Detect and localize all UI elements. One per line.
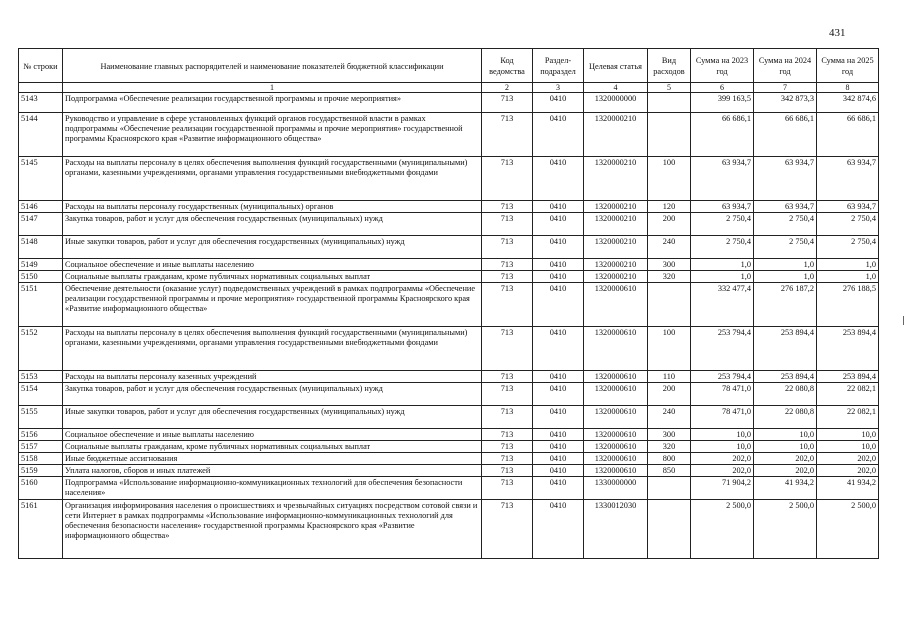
row-number-cell: 5153 bbox=[19, 371, 63, 383]
name-cell: Закупка товаров, работ и услуг для обеспечения государственных (муниципальных) нужд bbox=[63, 213, 482, 236]
expense-type-cell: 200 bbox=[648, 213, 691, 236]
target-item-cell: 1320000610 bbox=[584, 429, 648, 441]
name-cell: Социальное обеспечение и иные выплаты населению bbox=[63, 429, 482, 441]
table-row bbox=[19, 327, 879, 371]
sum-2025-cell: 2 750,4 bbox=[817, 236, 879, 259]
sum-2023-cell: 71 904,2 bbox=[691, 477, 754, 500]
sum-2023-cell: 10,0 bbox=[691, 441, 754, 453]
sum-2025-cell: 63 934,7 bbox=[817, 157, 879, 201]
section-cell: 0410 bbox=[533, 371, 584, 383]
header-section: Раздел-подраздел bbox=[533, 49, 584, 83]
table-row bbox=[19, 383, 879, 406]
table-row bbox=[19, 93, 879, 113]
target-item-cell: 1320000210 bbox=[584, 271, 648, 283]
target-item-cell: 1320000610 bbox=[584, 465, 648, 477]
sum-2023-cell: 10,0 bbox=[691, 429, 754, 441]
expense-type-cell bbox=[648, 477, 691, 500]
sum-2023-cell: 332 477,4 bbox=[691, 283, 754, 327]
agency-code-cell: 713 bbox=[482, 93, 533, 113]
sum-2023-cell: 253 794,4 bbox=[691, 371, 754, 383]
column-number-row bbox=[19, 83, 879, 93]
header-sum-2025: Сумма на 2025 год bbox=[817, 49, 879, 83]
sum-2025-cell: 276 188,5 bbox=[817, 283, 879, 327]
expense-type-cell bbox=[648, 113, 691, 157]
sum-2024-cell: 1,0 bbox=[754, 259, 817, 271]
name-cell: Подпрограмма «Использование информационно-коммуникационных технологий для обеспечения безопасности населения» bbox=[63, 477, 482, 500]
sum-2024-cell: 342 873,3 bbox=[754, 93, 817, 113]
header-row bbox=[19, 49, 879, 83]
column-number: 1 bbox=[63, 83, 482, 93]
sum-2023-cell: 78 471,0 bbox=[691, 383, 754, 406]
table-row bbox=[19, 477, 879, 500]
sum-2024-cell: 66 686,1 bbox=[754, 113, 817, 157]
expense-type-cell bbox=[648, 93, 691, 113]
column-number: 7 bbox=[754, 83, 817, 93]
row-number-cell: 5159 bbox=[19, 465, 63, 477]
section-cell: 0410 bbox=[533, 429, 584, 441]
column-number: 2 bbox=[482, 83, 533, 93]
expense-type-cell: 800 bbox=[648, 453, 691, 465]
row-number-cell: 5148 bbox=[19, 236, 63, 259]
expense-type-cell bbox=[648, 500, 691, 559]
name-cell: Социальное обеспечение и иные выплаты населению bbox=[63, 259, 482, 271]
agency-code-cell: 713 bbox=[482, 157, 533, 201]
expense-type-cell bbox=[648, 283, 691, 327]
target-item-cell: 1320000210 bbox=[584, 157, 648, 201]
sum-2024-cell: 2 500,0 bbox=[754, 500, 817, 559]
row-number-cell: 5158 bbox=[19, 453, 63, 465]
target-item-cell: 1320000610 bbox=[584, 383, 648, 406]
row-number-cell: 5143 bbox=[19, 93, 63, 113]
row-number-cell: 5149 bbox=[19, 259, 63, 271]
sum-2024-cell: 22 080,8 bbox=[754, 383, 817, 406]
sum-2025-cell: 10,0 bbox=[817, 429, 879, 441]
sum-2025-cell: 22 082,1 bbox=[817, 383, 879, 406]
section-cell: 0410 bbox=[533, 259, 584, 271]
sum-2023-cell: 253 794,4 bbox=[691, 327, 754, 371]
expense-type-cell: 320 bbox=[648, 441, 691, 453]
name-cell: Иные бюджетные ассигнования bbox=[63, 453, 482, 465]
row-number-cell: 5151 bbox=[19, 283, 63, 327]
section-cell: 0410 bbox=[533, 157, 584, 201]
expense-type-cell: 850 bbox=[648, 465, 691, 477]
sum-2025-cell: 41 934,2 bbox=[817, 477, 879, 500]
sum-2024-cell: 10,0 bbox=[754, 441, 817, 453]
header-sum-2023: Сумма на 2023 год bbox=[691, 49, 754, 83]
target-item-cell: 1320000610 bbox=[584, 406, 648, 429]
sum-2023-cell: 2 500,0 bbox=[691, 500, 754, 559]
row-number-cell: 5160 bbox=[19, 477, 63, 500]
sum-2023-cell: 202,0 bbox=[691, 453, 754, 465]
section-cell: 0410 bbox=[533, 201, 584, 213]
sum-2024-cell: 22 080,8 bbox=[754, 406, 817, 429]
name-cell: Иные закупки товаров, работ и услуг для обеспечения государственных (муниципальных) нужд bbox=[63, 236, 482, 259]
sum-2024-cell: 63 934,7 bbox=[754, 157, 817, 201]
agency-code-cell: 713 bbox=[482, 383, 533, 406]
sum-2024-cell: 1,0 bbox=[754, 271, 817, 283]
table-row bbox=[19, 441, 879, 453]
agency-code-cell: 713 bbox=[482, 236, 533, 259]
section-cell: 0410 bbox=[533, 236, 584, 259]
section-cell: 0410 bbox=[533, 500, 584, 559]
name-cell: Расходы на выплаты персоналу в целях обеспечения выполнения функций государственными (муниципальными) органами, казенными учреждениями, органами управления государственными внебюджетными фондами bbox=[63, 327, 482, 371]
header-sum-2024: Сумма на 2024 год bbox=[754, 49, 817, 83]
row-number-cell: 5156 bbox=[19, 429, 63, 441]
section-cell: 0410 bbox=[533, 477, 584, 500]
sum-2023-cell: 63 934,7 bbox=[691, 201, 754, 213]
agency-code-cell: 713 bbox=[482, 477, 533, 500]
row-number-cell: 5146 bbox=[19, 201, 63, 213]
target-item-cell: 1320000210 bbox=[584, 236, 648, 259]
section-cell: 0410 bbox=[533, 283, 584, 327]
expense-type-cell: 300 bbox=[648, 259, 691, 271]
sum-2023-cell: 78 471,0 bbox=[691, 406, 754, 429]
table-row bbox=[19, 283, 879, 327]
column-number bbox=[19, 83, 63, 93]
row-number-cell: 5147 bbox=[19, 213, 63, 236]
row-number-cell: 5161 bbox=[19, 500, 63, 559]
target-item-cell: 1330000000 bbox=[584, 477, 648, 500]
section-cell: 0410 bbox=[533, 213, 584, 236]
sum-2024-cell: 202,0 bbox=[754, 453, 817, 465]
name-cell: Руководство и управление в сфере установленных функций органов государственной власти в рамках подпрограммы «Обеспечение реализации государственной программы и прочие мероприятия» государственной программы Красноярского края «Развитие информационного общества» bbox=[63, 113, 482, 157]
table-row bbox=[19, 406, 879, 429]
expense-type-cell: 110 bbox=[648, 371, 691, 383]
agency-code-cell: 713 bbox=[482, 283, 533, 327]
target-item-cell: 1320000210 bbox=[584, 259, 648, 271]
row-number-cell: 5150 bbox=[19, 271, 63, 283]
expense-type-cell: 100 bbox=[648, 157, 691, 201]
sum-2025-cell: 253 894,4 bbox=[817, 327, 879, 371]
column-number: 4 bbox=[584, 83, 648, 93]
sum-2025-cell: 202,0 bbox=[817, 465, 879, 477]
name-cell: Подпрограмма «Обеспечение реализации государственной программы и прочие мероприятия» bbox=[63, 93, 482, 113]
sum-2023-cell: 2 750,4 bbox=[691, 213, 754, 236]
name-cell: Иные закупки товаров, работ и услуг для обеспечения государственных (муниципальных) нужд bbox=[63, 406, 482, 429]
name-cell: Расходы на выплаты персоналу казенных учреждений bbox=[63, 371, 482, 383]
header-agency-code: Код ведомства bbox=[482, 49, 533, 83]
sum-2024-cell: 253 894,4 bbox=[754, 371, 817, 383]
sum-2023-cell: 1,0 bbox=[691, 271, 754, 283]
column-number: 3 bbox=[533, 83, 584, 93]
table-row bbox=[19, 157, 879, 201]
section-cell: 0410 bbox=[533, 327, 584, 371]
sum-2023-cell: 399 163,5 bbox=[691, 93, 754, 113]
sum-2025-cell: 253 894,4 bbox=[817, 371, 879, 383]
page-number: 431 bbox=[829, 27, 846, 39]
sum-2025-cell: 63 934,7 bbox=[817, 201, 879, 213]
agency-code-cell: 713 bbox=[482, 465, 533, 477]
name-cell: Социальные выплаты гражданам, кроме публичных нормативных социальных выплат bbox=[63, 441, 482, 453]
table-row bbox=[19, 465, 879, 477]
sum-2025-cell: 342 874,6 bbox=[817, 93, 879, 113]
header-row-number: № строки bbox=[19, 49, 63, 83]
name-cell: Социальные выплаты гражданам, кроме публичных нормативных социальных выплат bbox=[63, 271, 482, 283]
name-cell: Уплата налогов, сборов и иных платежей bbox=[63, 465, 482, 477]
sum-2024-cell: 63 934,7 bbox=[754, 201, 817, 213]
table-row bbox=[19, 213, 879, 236]
row-number-cell: 5155 bbox=[19, 406, 63, 429]
name-cell: Расходы на выплаты персоналу государственных (муниципальных) органов bbox=[63, 201, 482, 213]
name-cell: Обеспечение деятельности (оказание услуг) подведомственных учреждений в рамках подпрограммы «Обеспечение реализации государственной программы и прочие мероприятия» государственной программы Красноярского края «Развитие информационного общества» bbox=[63, 283, 482, 327]
sum-2025-cell: 2 750,4 bbox=[817, 213, 879, 236]
row-number-cell: 5145 bbox=[19, 157, 63, 201]
column-number: 8 bbox=[817, 83, 879, 93]
column-number: 5 bbox=[648, 83, 691, 93]
target-item-cell: 1320000610 bbox=[584, 327, 648, 371]
expense-type-cell: 300 bbox=[648, 429, 691, 441]
table-body bbox=[19, 93, 879, 559]
agency-code-cell: 713 bbox=[482, 441, 533, 453]
agency-code-cell: 713 bbox=[482, 453, 533, 465]
target-item-cell: 1320000610 bbox=[584, 371, 648, 383]
target-item-cell: 1320000210 bbox=[584, 213, 648, 236]
sum-2023-cell: 66 686,1 bbox=[691, 113, 754, 157]
sum-2025-cell: 202,0 bbox=[817, 453, 879, 465]
agency-code-cell: 713 bbox=[482, 406, 533, 429]
expense-type-cell: 320 bbox=[648, 271, 691, 283]
budget-table bbox=[18, 48, 879, 559]
table-row bbox=[19, 500, 879, 559]
agency-code-cell: 713 bbox=[482, 371, 533, 383]
section-cell: 0410 bbox=[533, 406, 584, 429]
name-cell: Закупка товаров, работ и услуг для обеспечения государственных (муниципальных) нужд bbox=[63, 383, 482, 406]
table-row bbox=[19, 371, 879, 383]
name-cell: Организация информирования населения о происшествиях и чрезвычайных ситуациях посредством сотовой связи и сети Интернет в рамках подпрограммы «Использование информационно-коммуникационных технологий для обеспечения безопасности населения» государственной программы Красноярского края «Развитие информационного общества» bbox=[63, 500, 482, 559]
section-cell: 0410 bbox=[533, 465, 584, 477]
sum-2025-cell: 22 082,1 bbox=[817, 406, 879, 429]
header-target-item: Целевая статья bbox=[584, 49, 648, 83]
row-number-cell: 5152 bbox=[19, 327, 63, 371]
table-row bbox=[19, 259, 879, 271]
agency-code-cell: 713 bbox=[482, 271, 533, 283]
target-item-cell: 1320000210 bbox=[584, 113, 648, 157]
expense-type-cell: 200 bbox=[648, 383, 691, 406]
target-item-cell: 1330012030 bbox=[584, 500, 648, 559]
sum-2023-cell: 1,0 bbox=[691, 259, 754, 271]
sum-2025-cell: 1,0 bbox=[817, 259, 879, 271]
sum-2023-cell: 2 750,4 bbox=[691, 236, 754, 259]
agency-code-cell: 713 bbox=[482, 201, 533, 213]
row-number-cell: 5154 bbox=[19, 383, 63, 406]
table-row bbox=[19, 113, 879, 157]
name-cell: Расходы на выплаты персоналу в целях обеспечения выполнения функций государственными (муниципальными) органами, казенными учреждениями, органами управления государственными внебюджетными фондами bbox=[63, 157, 482, 201]
sum-2023-cell: 202,0 bbox=[691, 465, 754, 477]
header-expense-type: Вид расходов bbox=[648, 49, 691, 83]
sum-2024-cell: 2 750,4 bbox=[754, 236, 817, 259]
sum-2024-cell: 253 894,4 bbox=[754, 327, 817, 371]
sum-2023-cell: 63 934,7 bbox=[691, 157, 754, 201]
section-cell: 0410 bbox=[533, 93, 584, 113]
table-row bbox=[19, 201, 879, 213]
agency-code-cell: 713 bbox=[482, 259, 533, 271]
target-item-cell: 1320000210 bbox=[584, 201, 648, 213]
sum-2024-cell: 41 934,2 bbox=[754, 477, 817, 500]
sum-2025-cell: 1,0 bbox=[817, 271, 879, 283]
expense-type-cell: 240 bbox=[648, 406, 691, 429]
expense-type-cell: 100 bbox=[648, 327, 691, 371]
sum-2025-cell: 66 686,1 bbox=[817, 113, 879, 157]
sum-2024-cell: 10,0 bbox=[754, 429, 817, 441]
scan-mark bbox=[903, 316, 904, 325]
section-cell: 0410 bbox=[533, 271, 584, 283]
section-cell: 0410 bbox=[533, 441, 584, 453]
sum-2024-cell: 276 187,2 bbox=[754, 283, 817, 327]
table-row bbox=[19, 429, 879, 441]
section-cell: 0410 bbox=[533, 113, 584, 157]
row-number-cell: 5157 bbox=[19, 441, 63, 453]
target-item-cell: 1320000610 bbox=[584, 441, 648, 453]
agency-code-cell: 713 bbox=[482, 213, 533, 236]
table-row bbox=[19, 453, 879, 465]
column-number: 6 bbox=[691, 83, 754, 93]
agency-code-cell: 713 bbox=[482, 327, 533, 371]
sum-2024-cell: 2 750,4 bbox=[754, 213, 817, 236]
target-item-cell: 1320000610 bbox=[584, 283, 648, 327]
target-item-cell: 1320000000 bbox=[584, 93, 648, 113]
row-number-cell: 5144 bbox=[19, 113, 63, 157]
agency-code-cell: 713 bbox=[482, 429, 533, 441]
section-cell: 0410 bbox=[533, 453, 584, 465]
table-row bbox=[19, 271, 879, 283]
table-row bbox=[19, 236, 879, 259]
section-cell: 0410 bbox=[533, 383, 584, 406]
sum-2025-cell: 2 500,0 bbox=[817, 500, 879, 559]
sum-2025-cell: 10,0 bbox=[817, 441, 879, 453]
sum-2024-cell: 202,0 bbox=[754, 465, 817, 477]
expense-type-cell: 120 bbox=[648, 201, 691, 213]
target-item-cell: 1320000610 bbox=[584, 453, 648, 465]
expense-type-cell: 240 bbox=[648, 236, 691, 259]
agency-code-cell: 713 bbox=[482, 113, 533, 157]
agency-code-cell: 713 bbox=[482, 500, 533, 559]
header-name: Наименование главных распорядителей и наименование показателей бюджетной классификации bbox=[63, 49, 482, 83]
